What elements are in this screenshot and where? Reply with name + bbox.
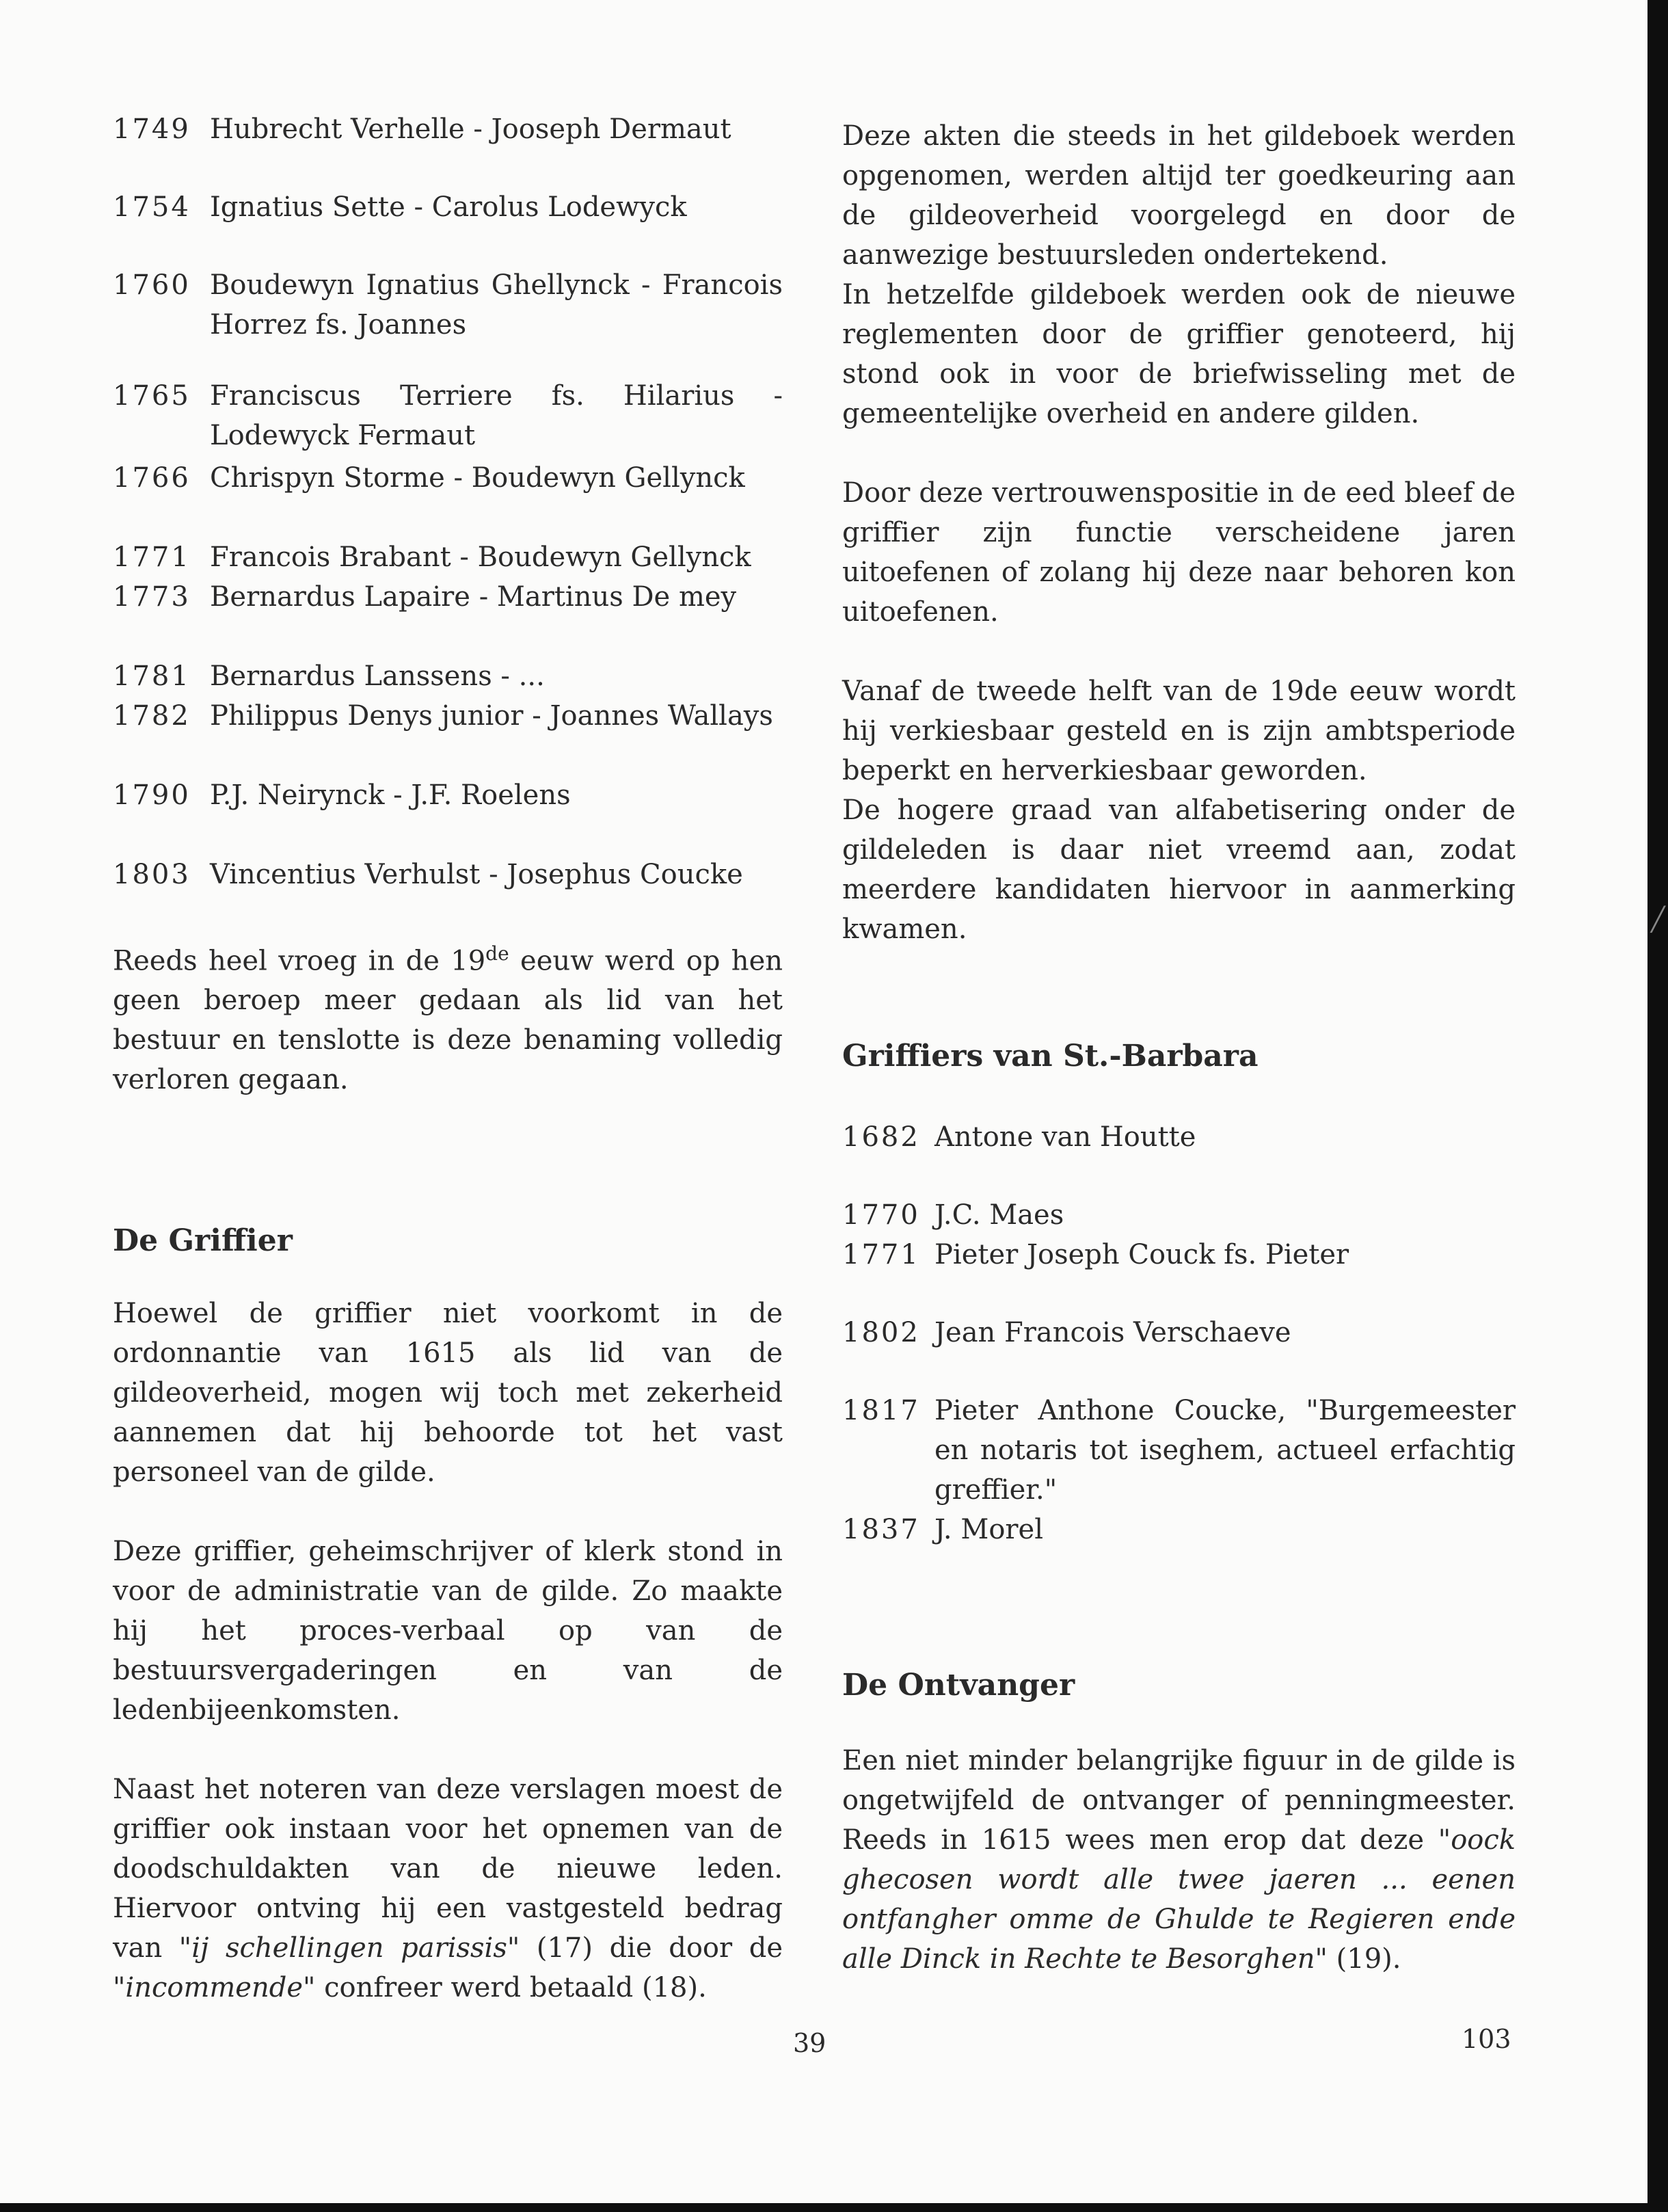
scan-edge-bottom [0, 2203, 1668, 2212]
page-number-center: 39 [793, 2028, 826, 2058]
list-item: 1770 J.C. Maes [842, 1199, 1064, 1231]
alfabetisering-paragraph: De hogere graad van alfabetisering onder de gildeleden is daar niet vreemd aan, zodat meerdere kandidaten hiervoor in aanmerking kwamen. [842, 795, 1516, 945]
griffier-paragraph-3: Naast het noteren van deze verslagen moest de griffier ook instaan voor het opnemen van de doodschuldakten van de nieuwe leden. Hiervoor ontving hij een vastgesteld bedrag van "ij schellingen parissis" (17) die door de "incommende" confreer werd betaald (18). [113, 1774, 783, 2004]
list-item: 1771 Francois Brabant - Boudewyn Gellynck [113, 542, 751, 573]
griffier-paragraph-2: Deze griffier, geheimschrijver of klerk stond in voor de administratie van de gilde. Zo maakte hij het proces-verbaal op van de bestuursvergaderingen en van de ledenbijeenkomsten. [113, 1536, 783, 1727]
list-item: 1754 Ignatius Sette - Carolus Lodewyck [113, 191, 687, 223]
griffier-paragraph-1: Hoewel de griffier niet voorkomt in de ordonnantie van 1615 als lid van de gildeoverheid, mogen wij toch met zekerheid aannemen dat hij behoorde tot het vast personeel van de gilde. [113, 1298, 783, 1489]
right-column [842, 116, 1516, 1979]
verkiesbaar-paragraph: Vanaf de tweede helft van de 19de eeuw wordt hij verkiesbaar gesteld en is zijn ambtsperiode beperkt en herverkiesbaar geworden. [842, 676, 1516, 786]
list-item: 1782 Philippus Denys junior - Joannes Wallays [113, 700, 773, 732]
section-heading-griffiers-st-barbara: Griffiers van St.-Barbara [842, 1039, 1259, 1074]
vertrouwen-paragraph: Door deze vertrouwenspositie in de eed bleef de griffier zijn functie verscheidene jaren uitoefenen of zolang hij deze naar behoren kon uitoefenen. [842, 477, 1516, 628]
akten-paragraph: Deze akten die steeds in het gildeboek werden opgenomen, werden altijd ter goedkeuring aan de gildeoverheid voorgelegd en door de aanwezige bestuursleden ondertekend. [842, 120, 1516, 271]
list-item: 1749 Hubrecht Verhelle - Jooseph Dermaut [113, 114, 731, 145]
list-item: 1817 Pieter Anthone Coucke, "Burgemeester en notaris tot iseghem, actueel erfachtig greffier." [842, 1395, 1516, 1506]
list-item: 1803 Vincentius Verhulst - Josephus Coucke [113, 859, 743, 890]
section-heading-ontvanger: De Ontvanger [842, 1668, 1075, 1703]
list-item: 1773 Bernardus Lapaire - Martinus De mey [113, 581, 737, 613]
section-heading-griffier: De Griffier [113, 1223, 293, 1259]
reglementen-paragraph: In hetzelfde gildeboek werden ook de nieuwe reglementen door de griffier genoteerd, hij stond ook in voor de briefwisseling met de gemeentelijke overheid en andere gilden. [842, 279, 1516, 429]
page-number-right: 103 [1462, 2024, 1511, 2054]
gilde-member-list [113, 109, 783, 894]
ontvanger-paragraph: Een niet minder belangrijke figuur in de gilde is ongetwijfeld de ontvanger of penningmeester. Reeds in 1615 wees men erop dat deze "oock ghecosen wordt alle twee jaeren ... eenen ontfangher omme de Ghulde te Regieren ende alle Dinck in Rechte te Besorghen" (19). [842, 1745, 1516, 1975]
list-item: 1790 P.J. Neirynck - J.F. Roelens [113, 779, 571, 811]
griffiers-list [842, 1117, 1516, 1549]
list-item: 1682 Antone van Houtte [842, 1121, 1196, 1153]
list-item: 1766 Chrispyn Storme - Boudewyn Gellynck [113, 462, 745, 494]
list-item: 1771 Pieter Joseph Couck fs. Pieter [842, 1239, 1349, 1270]
list-item: 1781 Bernardus Lanssens - ... [113, 661, 545, 692]
list-item: 1760 Boudewyn Ignatius Ghellynck - Francois Horrez fs. Joannes [113, 269, 783, 341]
scan-edge-right [1647, 0, 1668, 2212]
intro-paragraph: Reeds heel vroeg in de 19de eeuw werd op hen geen beroep meer gedaan als lid van het bestuur en tenslotte is deze benaming volledig verloren gegaan. [113, 942, 783, 1096]
margin-mark: ╱ [1651, 906, 1665, 933]
list-item: 1802 Jean Francois Verschaeve [842, 1317, 1291, 1348]
left-column [113, 109, 783, 2008]
list-item: 1765 Franciscus Terriere fs. Hilarius - Lodewyck Fermaut [113, 380, 783, 451]
list-item: 1837 J. Morel [842, 1514, 1043, 1545]
